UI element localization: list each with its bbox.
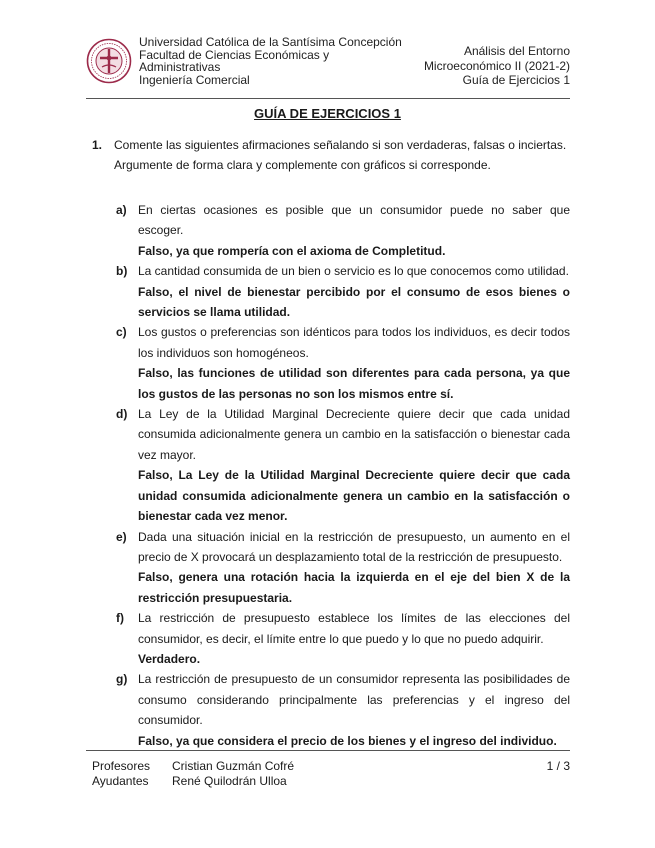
list-item (116, 261, 570, 322)
list-item (116, 527, 570, 609)
footer-divider (86, 750, 570, 751)
item-letter: b) (116, 264, 128, 279)
professors-name: Cristian Guzmán Cofré (172, 759, 295, 773)
item-statement: Los gustos o preferencias son idénticos para todos los individuos, es decir todos los individuos son homogéneos. (138, 325, 570, 360)
item-answer: Falso, ya que considera el precio de los bienes y el ingreso del individuo. (138, 733, 557, 748)
course-line: Microeconómico II (2021-2) (423, 58, 570, 73)
page-number: 1 / 3 (546, 759, 570, 773)
question-1 (92, 135, 570, 175)
institution-block (139, 36, 402, 86)
item-statement: Dada una situación inicial en la restricción de presupuesto, un aumento en el precio de X provocará un desplazamiento total de la restricción de presupuesto. (138, 529, 570, 564)
list-item (116, 322, 570, 404)
item-answer: Falso, genera una rotación hacia la izquierda en el eje del bien X de la restricción presupuestaria. (138, 570, 570, 605)
institution-line: Facultad de Ciencias Económicas y (139, 47, 330, 62)
list-item (116, 404, 570, 526)
item-answer: Falso, las funciones de utilidad son diferentes para cada persona, ya que los gustos de las personas no son los mismos entre sí. (138, 366, 570, 401)
item-letter: c) (116, 325, 127, 340)
institution-line: Ingeniería Comercial (139, 72, 250, 87)
item-statement: La restricción de presupuesto de un consumidor representa las posibilidades de consumo considerando principalmente las preferencias y el ingreso del consumidor. (138, 672, 570, 728)
item-statement: La cantidad consumida de un bien o servicio es lo que conocemos como utilidad. (138, 264, 569, 279)
item-statement: En ciertas ocasiones es posible que un consumidor puede no saber que escoger. (138, 203, 570, 238)
item-letter: f) (116, 611, 124, 626)
item-statement: La restricción de presupuesto establece los límites de las elecciones del consumidor, es decir, el límite entre lo que puedo y lo que no puedo adquirir. (138, 611, 570, 646)
header-divider (86, 98, 570, 99)
list-item (116, 200, 570, 261)
item-statement: La Ley de la Utilidad Marginal Decreciente quiere decir que cada unidad consumida adicionalmente genera un cambio en la satisfacción o bienestar cada vez mayor. (138, 407, 570, 462)
list-item (116, 608, 570, 669)
item-letter: d) (116, 407, 128, 422)
professors-label: Profesores (92, 759, 151, 773)
course-line: Guía de Ejercicios 1 (462, 73, 570, 87)
institution-line: Universidad Católica de la Santísima Concepción (139, 35, 402, 49)
university-seal-icon (86, 38, 132, 84)
question-number: 1. (92, 138, 103, 152)
item-letter: g) (116, 672, 128, 687)
item-answer: Falso, ya que rompería con el axioma de Completitud. (138, 243, 446, 258)
question-text: Comente las siguientes afirmaciones señalando si son verdaderas, falsas o inciertas. Argumente de forma clara y complemente con gráficos si corresponde. (114, 138, 567, 172)
item-answer: Falso, el nivel de bienestar percibido por el consumo de esos bienes o servicios se llama utilidad. (138, 284, 570, 320)
item-letter: a) (116, 203, 127, 217)
page-title: GUÍA DE EJERCICIOS 1 (254, 106, 401, 121)
page-header (86, 36, 570, 98)
assistants-name: René Quilodrán Ulloa (172, 774, 287, 788)
course-block (424, 44, 570, 88)
page-footer (92, 759, 570, 789)
course-line: Análisis del Entorno (463, 44, 570, 58)
item-letter: e) (116, 529, 127, 544)
statement-list (116, 200, 570, 751)
item-answer: Falso, La Ley de la Utilidad Marginal Decreciente quiere decir que cada unidad consumida adicionalmente genera un cambio en la satisfacción o bienestar cada vez menor. (138, 468, 570, 524)
item-answer: Verdadero. (138, 651, 201, 666)
institution-line: Administrativas (139, 60, 221, 74)
list-item (116, 669, 570, 751)
assistants-label: Ayudantes (92, 774, 149, 788)
